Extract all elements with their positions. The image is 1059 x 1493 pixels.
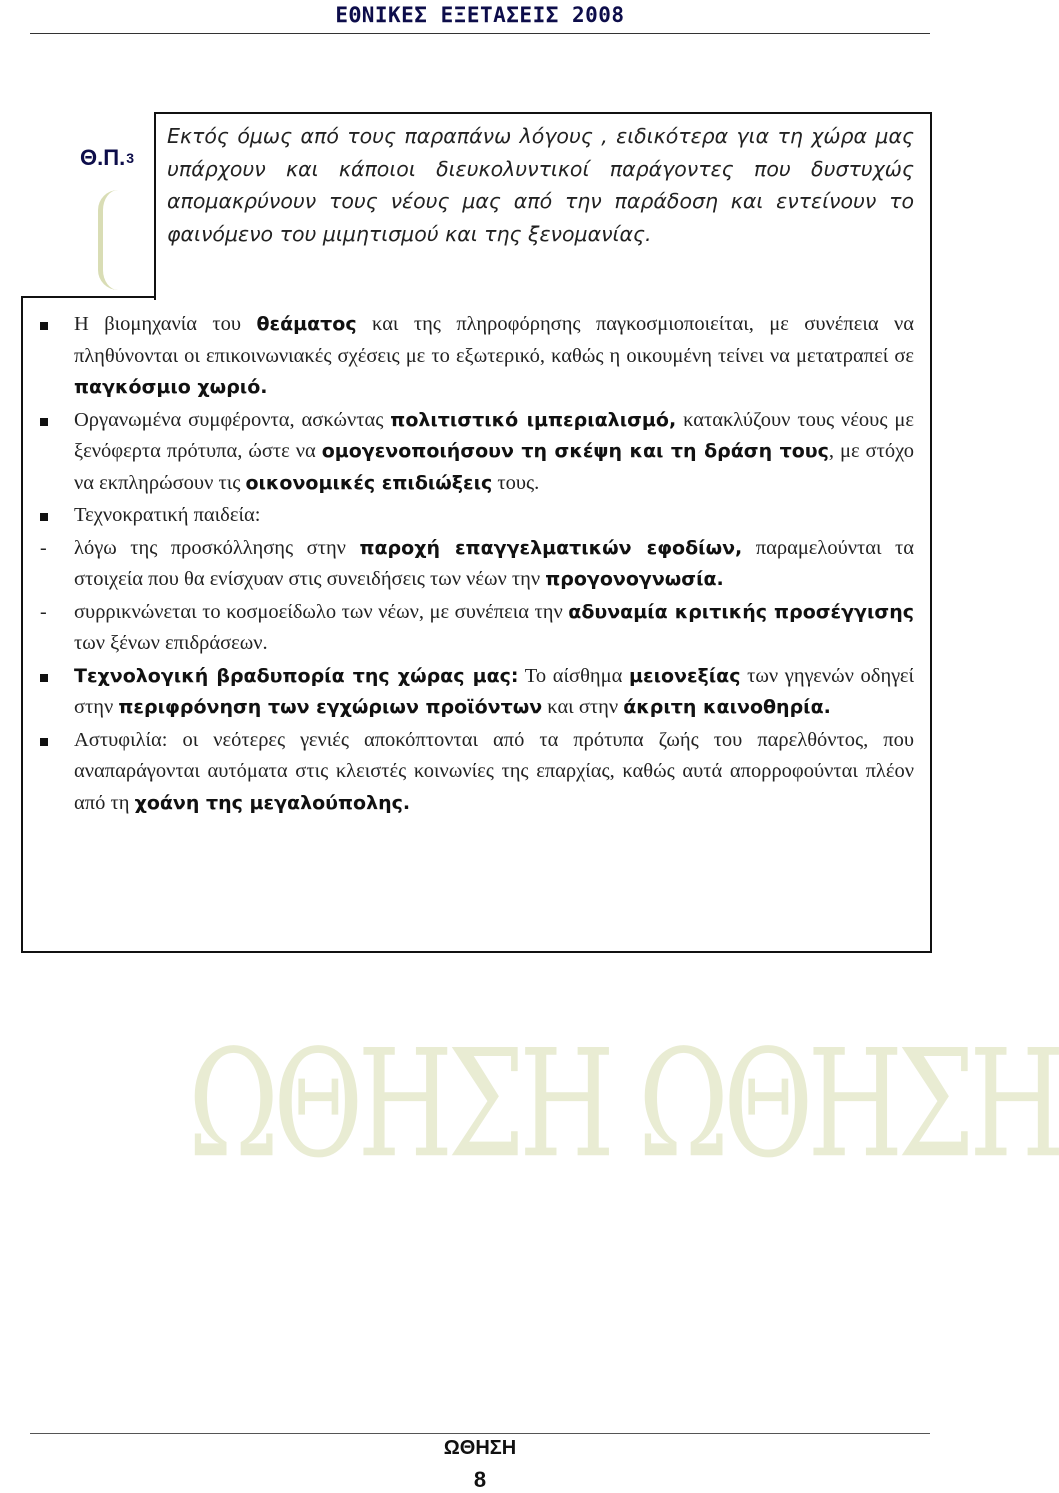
list-item: Οργανωμένα συμφέροντα, ασκώντας πολιτιστικό ιμπεριαλισμό, κατακλύζουν τους νέους με ξενόφερτα πρότυπα, ώστε να ομογενοποιήσουν τη σκέψη και τη δράση τους, με στόχο να εκπληρώσουν τις οικονομικές επιδιώξεις τους. bbox=[36, 405, 914, 500]
watermark-logo-left: ΩΘΗΣΗ bbox=[188, 1017, 610, 1191]
section-number: 3 bbox=[126, 150, 135, 166]
page-header-title: ΕΘΝΙΚΕΣ ΕΞΕΤΑΣΕΙΣ 2008 bbox=[335, 3, 625, 27]
header-divider bbox=[30, 33, 930, 34]
list-item: Τεχνοκρατική παιδεία: bbox=[36, 500, 914, 532]
intro-paragraph: Εκτός όμως από τους παραπάνω λόγους , ειδικότερα για τη χώρα μας υπάρχουν και κάποιοι διευκολυντικοί παράγοντες που δυστυχώς απομακρύνουν τους νέους μας από την παράδοση και εντείνουν το φαινόμενο του μιμητισμού και της ξενομανίας. bbox=[167, 124, 914, 246]
bullet-square-icon bbox=[40, 405, 70, 437]
bullet-square-icon bbox=[40, 500, 70, 532]
list-subitem: - λόγω της προσκόλλησης στην παροχή επαγγελματικών εφοδίων, παραμελούνται τα στοιχεία που θα ενίσχυαν στις συνειδήσεις των νέων την προγονογνωσία. bbox=[36, 533, 914, 596]
dash-marker: - bbox=[40, 536, 47, 559]
list-item: Η βιομηχανία του θεάματος και της πληροφόρησης παγκοσμιοποιείται, με συνέπεια να πληθύνονται οι επικοινωνιακές σχέσεις με το εξωτερικό, καθώς η οικουμένη τείνει να μετατραπεί σε παγκόσμιο χωριό. bbox=[36, 309, 914, 404]
content-list bbox=[36, 309, 914, 820]
list-item: Τεχνολογική βραδυπορία της χώρας μας: Το αίσθημα μειονεξίας των γηγενών οδηγεί στην περιφρόνηση των εγχώριων προϊόντων και στην άκριτη καινοθηρία. bbox=[36, 661, 914, 724]
watermark-logo-right: ΩΘΗΣΗ bbox=[638, 1017, 1059, 1191]
dash-marker: - bbox=[40, 600, 47, 623]
footer-divider bbox=[30, 1433, 930, 1434]
section-label: $\Theta.\Pi._3$ bbox=[80, 145, 135, 170]
bullet-square-icon bbox=[40, 309, 70, 341]
page-number: 8 bbox=[473, 1467, 487, 1492]
bullet-square-icon bbox=[40, 661, 70, 693]
footer-brand: ΩΘΗΣΗ bbox=[443, 1437, 517, 1459]
bullet-square-icon bbox=[40, 725, 70, 757]
watermark-fragment bbox=[98, 190, 125, 290]
list-subitem: - συρρικνώνεται το κοσμοείδωλο των νέων, με συνέπεια την αδυναμία κριτικής προσέγγισης των ξένων επιδράσεων. bbox=[36, 597, 914, 660]
list-item: Αστυφιλία: οι νεότερες γενιές αποκόπτονται από τα πρότυπα ζωής του παρελθόντος, που αναπαράγονται αυτόματα στις κλειστές κοινωνίες της επαρχίας, καθώς αυτά απορροφούνται πλέον από τη χοάνη της μεγαλούπολης. bbox=[36, 725, 914, 820]
